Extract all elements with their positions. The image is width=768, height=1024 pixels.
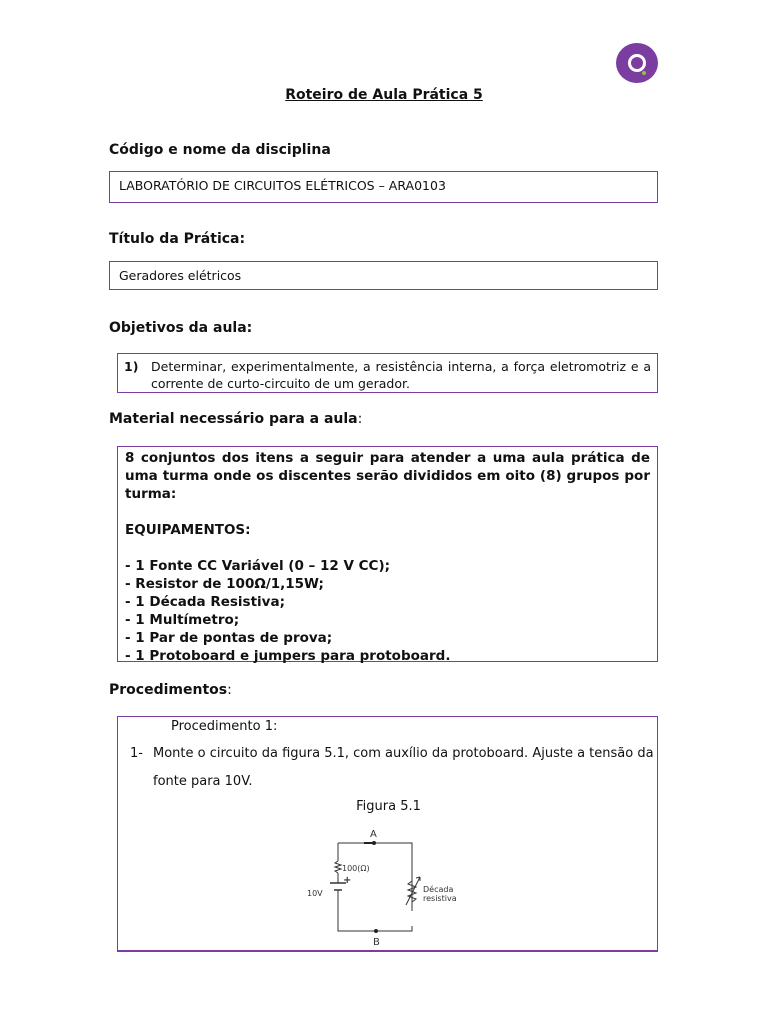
step-number: 1- xyxy=(130,746,143,761)
procedimentos-label: Procedimentos: xyxy=(109,682,232,698)
figure-caption: Figura 5.1 xyxy=(356,799,421,814)
material-box xyxy=(117,446,658,662)
step-text: Monte o circuito da figura 5.1, com auxílio da protoboard. Ajuste a tensão da xyxy=(153,746,654,761)
titulo-value: Geradores elétricos xyxy=(119,268,242,283)
objetivos-box xyxy=(117,353,658,393)
procedimentos-box xyxy=(117,716,658,952)
decada-label-2: resistiva xyxy=(423,894,457,903)
material-item: - Resistor de 100Ω/1,15W; xyxy=(125,576,324,592)
procedimento-title: Procedimento 1: xyxy=(171,719,278,734)
disciplina-value: LABORATÓRIO DE CIRCUITOS ELÉTRICOS – ARA0103 xyxy=(119,178,446,193)
source-label: 10V xyxy=(307,889,323,898)
resistor-symbol xyxy=(335,861,341,873)
objetivos-label: Objetivos da aula: xyxy=(109,320,253,336)
equipamentos-label: EQUIPAMENTOS: xyxy=(125,522,251,538)
material-item: - 1 Fonte CC Variável (0 – 12 V CC); xyxy=(125,558,391,574)
material-item: - 1 Protoboard e jumpers para protoboard. xyxy=(125,648,451,664)
objetivo-text: Determinar, experimentalmente, a resistência interna, a força eletromotriz e a corrente de curto-circuito de um gerador. xyxy=(151,359,651,391)
disciplina-box xyxy=(109,171,658,203)
material-item: - 1 Década Resistiva; xyxy=(125,594,285,610)
circuit-diagram xyxy=(290,823,480,953)
titulo-label: Título da Prática: xyxy=(109,231,246,247)
page-title: Roteiro de Aula Prática 5 xyxy=(285,87,483,103)
objetivo-number: 1) xyxy=(124,359,139,374)
material-label: Material necessário para a aula: xyxy=(109,411,363,427)
material-item: - 1 Multímetro; xyxy=(125,612,240,628)
step-text-cont: fonte para 10V. xyxy=(153,774,253,789)
titulo-box xyxy=(109,261,658,290)
material-item: - 1 Par de pontas de prova; xyxy=(125,630,333,646)
disciplina-label: Código e nome da disciplina xyxy=(109,142,331,158)
node-a: A xyxy=(370,829,377,840)
logo xyxy=(616,43,658,83)
material-intro: 8 conjuntos dos itens a seguir para atender a uma aula prática de uma turma onde os discentes serão divididos em oito (8) grupos por turma: xyxy=(125,450,650,502)
decada-label: Década xyxy=(423,885,454,894)
plus-sign: + xyxy=(343,875,352,886)
node-b: B xyxy=(373,937,380,948)
resistor-label: 100(Ω) xyxy=(342,864,370,873)
